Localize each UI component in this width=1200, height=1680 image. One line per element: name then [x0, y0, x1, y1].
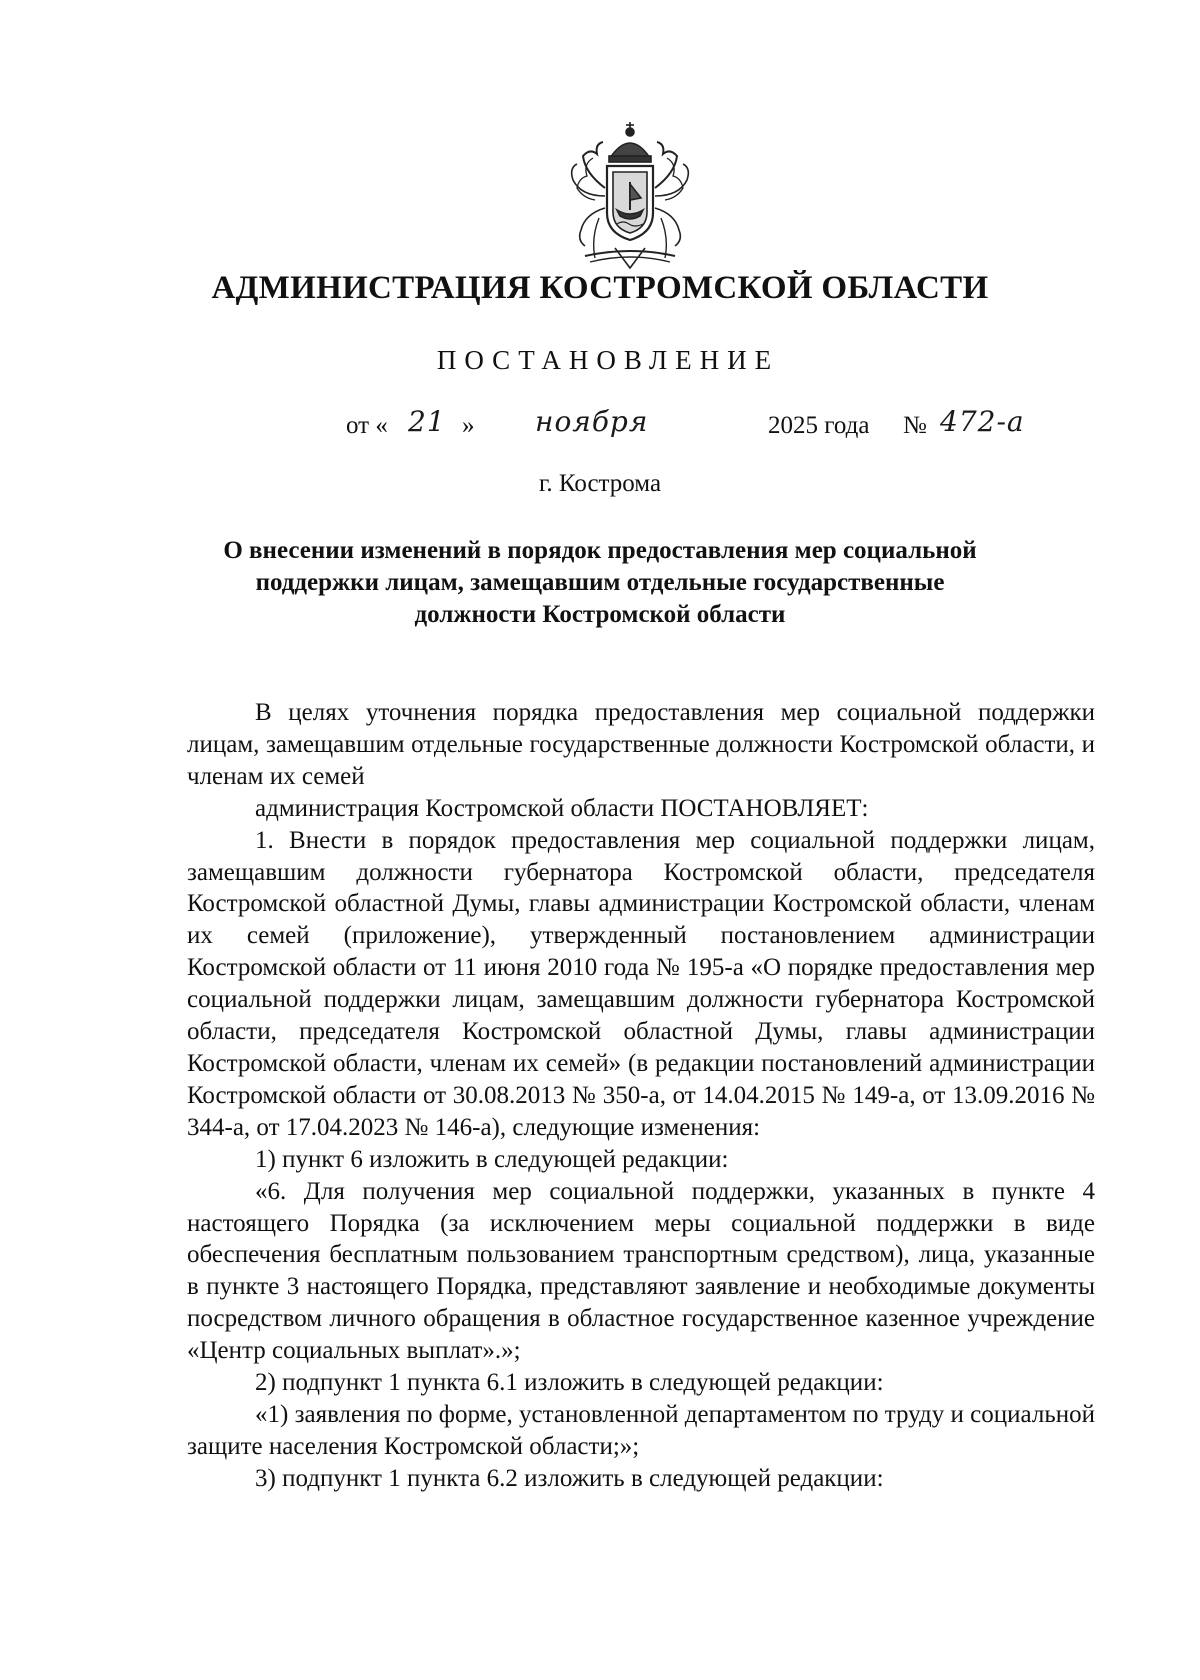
paragraph: В целях уточнения порядка предоставления мер социальной поддержки лицам, замещавшим отдельные государственные должности Костромской области, и членам их семей	[187, 699, 1095, 790]
paragraph: 2) подпункт 1 пункта 6.1 изложить в следующей редакции:	[255, 1369, 884, 1397]
document-type: ПОСТАНОВЛЕНИЕ	[436, 345, 780, 375]
paragraph: администрация Костромской области ПОСТАНОВЛЯЕТ:	[255, 794, 869, 822]
date-line	[0, 402, 1200, 452]
organization-heading: АДМИНИСТРАЦИЯ КОСТРОМСКОЙ ОБЛАСТИ	[211, 270, 989, 306]
document-number: 472-а	[940, 405, 1025, 438]
document-body	[187, 697, 1095, 1495]
document-title: О внесении изменений в порядок предоставления мер социальной поддержки лицам, замещавшим отдельные государственные должности Костромской области	[223, 537, 977, 628]
date-year: 2025 года	[768, 412, 870, 439]
date-prefix: от «	[346, 412, 388, 439]
paragraph: «6. Для получения мер социальной поддержки, указанных в пункте 4 настоящего Порядка (за исключением меры социальной поддержки в виде обеспечения бесплатным пользованием транспортным средством), лица, указанные в пункте 3 настоящего Порядка, представляют заявление и необходимые документы посредством личного обращения в областное государственное казенное учреждение «Центр социальных выплат».»;	[187, 1177, 1095, 1365]
paragraph: 1. Внести в порядок предоставления мер социальной поддержки лицам, замещавшим должности губернатора Костромской области, председателя Костромской областной Думы, главы администрации Костромской области, членам их семей (приложение), утвержденный постановлением администрации Костромской области от 11 июня 2010 года № 195-а «О порядке предоставления мер социальной поддержки лицам, замещавшим должности губернатора Костромской области, председателя Костромской областной Думы, главы администрации Костромской области, членам их семей» (в редакции постановлений администрации Костромской области от 30.08.2013 № 350-а, от 14.04.2015 № 149-а, от 13.09.2016 № 344-а, от 17.04.2023 № 146-а), следующие изменения:	[187, 826, 1095, 1141]
paragraph: 3) подпункт 1 пункта 6.2 изложить в следующей редакции:	[255, 1464, 884, 1492]
date-day-close: »	[462, 412, 475, 439]
paragraph: 1) пункт 6 изложить в следующей редакции:	[255, 1145, 729, 1173]
paragraph: «1) заявления по форме, установленной департаментом по труду и социальной защите населения Костромской области;»;	[187, 1400, 1095, 1460]
city: г. Кострома	[538, 470, 662, 497]
date-day: 21	[408, 405, 446, 438]
coat-of-arms-icon	[555, 118, 705, 273]
date-month: ноября	[535, 405, 649, 438]
document-number-prefix: №	[903, 412, 927, 439]
